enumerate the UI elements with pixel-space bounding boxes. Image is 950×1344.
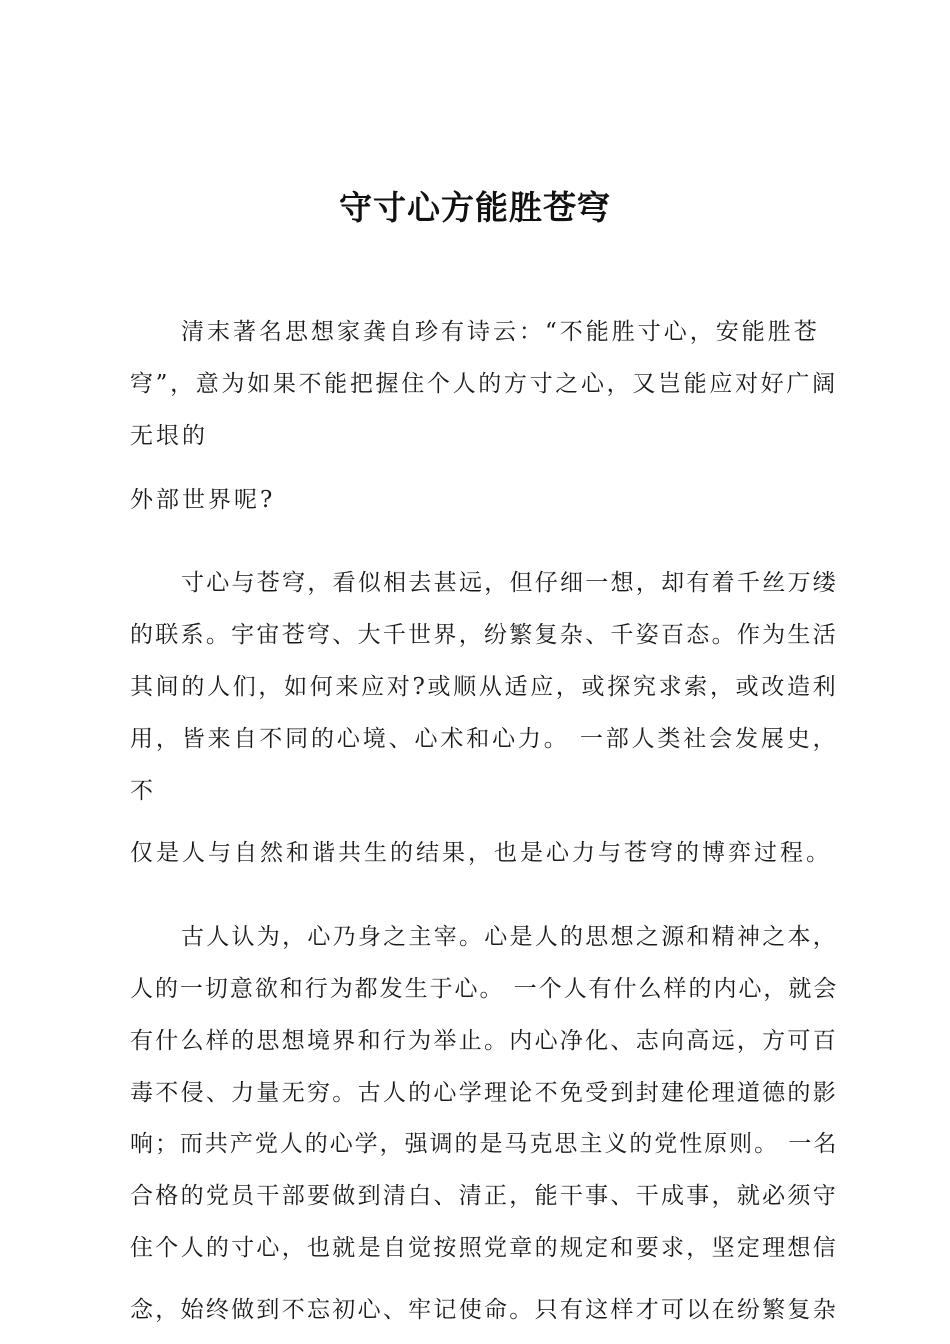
paragraph-1-line-3: 无垠的	[130, 423, 208, 449]
paragraph-2-line-1: 外部世界呢?	[130, 487, 276, 513]
paragraph-5-line-4: 毒不侵、力量无穷。古人的心学理论不免受到封建伦理道德的影	[130, 1080, 838, 1106]
paragraph-5-line-2: 人的一切意欲和行为都发生于心。 一个人有什么样的内心，就会	[130, 976, 839, 1002]
paragraph-3-line-5: 不	[130, 778, 156, 804]
paragraph-5-line-1: 古人认为，心乃身之主宰。心是人的思想之源和精神之本，	[181, 924, 838, 950]
document-title: 守寸心方能胜苍穹	[339, 188, 611, 227]
paragraph-5-line-5: 响；而共产党人的心学，强调的是马克思主义的党性原则。 一名	[130, 1131, 839, 1157]
paragraph-1-line-2: 穹”，意为如果不能把握住个人的方寸之心，又岂能应对好广阔	[130, 371, 838, 397]
paragraph-5-line-7: 住个人的寸心，也就是自觉按照党章的规定和要求，坚定理想信	[130, 1235, 838, 1261]
paragraph-5-line-8: 念，始终做到不忘初心、牢记使命。只有这样才可以在纷繁复杂	[130, 1297, 838, 1323]
paragraph-3-line-4: 用，皆来自不同的心境、心术和心力。 一部人类社会发展史，	[130, 726, 839, 752]
paragraph-5-line-3: 有什么样的思想境界和行为举止。内心净化、志向高远，方可百	[130, 1028, 838, 1054]
paragraph-3-line-2: 的联系。宇宙苍穹、大千世界，纷繁复杂、千姿百态。作为生活	[130, 622, 838, 648]
paragraph-5-line-6: 合格的党员干部要做到清白、清正，能干事、干成事，就必须守	[130, 1183, 838, 1209]
paragraph-4-line-1: 仅是人与自然和谐共生的结果，也是心力与苍穹的博弈过程。	[130, 840, 832, 866]
paragraph-3-line-1: 寸心与苍穹，看似相去甚远，但仔细一想，却有着千丝万缕	[181, 570, 838, 596]
paragraph-1-line-1: 清末著名思想家龚自珍有诗云：“不能胜寸心，安能胜苍	[181, 319, 820, 345]
paragraph-3-line-3: 其间的人们，如何来应对?或顺从适应，或探究求索，或改造利	[130, 674, 839, 700]
